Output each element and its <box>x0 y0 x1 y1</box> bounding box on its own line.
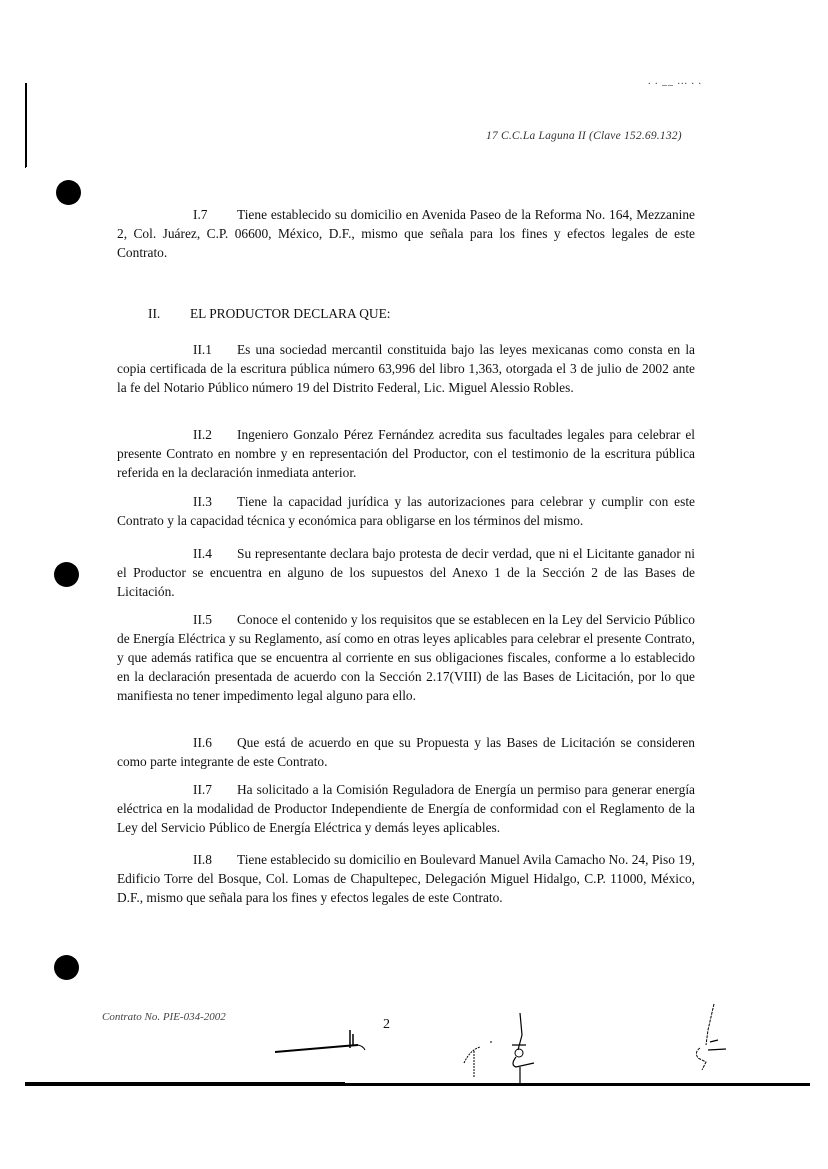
clause-text: Ingeniero Gonzalo Pérez Fernández acredita sus facultades legales para celebrar el presente Contrato en nombre y en representación del Productor, con el testimonio de la escritura pública referida en la declaración inmediata anterior. <box>117 427 695 480</box>
clause-ii5 <box>117 610 695 705</box>
clause-i7 <box>117 205 695 262</box>
contract-reference: Contrato No. PIE-034-2002 <box>102 1011 226 1023</box>
clause-number: II.4 <box>193 546 212 561</box>
clause-ii2 <box>117 425 695 482</box>
clause-text: Es una sociedad mercantil constituida bajo las leyes mexicanas como consta en la copia certificada de la escritura pública número 63,996 del libro 1,363, otorgada el 3 de julio de 2002 ante la fe del Notario Público número 19 del Distrito Federal, Lic. Miguel Alessio Robles. <box>117 342 695 395</box>
clause-text: Su representante declara bajo protesta de decir verdad, que ni el Licitante ganador ni el Productor se encuentra en alguno de los supuestos del Anexo 1 de la Sección 2 de las Bases de Licitación. <box>117 546 695 599</box>
signature-initial-1 <box>270 1020 370 1060</box>
clause-number: II.1 <box>193 342 212 357</box>
clause-ii1 <box>117 340 695 397</box>
clause-number: II.2 <box>193 427 212 442</box>
clause-text: Tiene la capacidad jurídica y las autorizaciones para celebrar y cumplir con este Contrato y la capacidad técnica y económica para obligarse en los términos del mismo. <box>117 494 695 528</box>
clause-number: II.5 <box>193 612 212 627</box>
clause-number: II.6 <box>193 735 212 750</box>
punch-hole-bottom <box>54 955 79 980</box>
section-title: EL PRODUCTOR DECLARA QUE: <box>190 306 391 321</box>
signature-initial-2 <box>460 1005 540 1085</box>
clause-number: I.7 <box>193 207 208 222</box>
punch-hole-middle <box>54 562 79 587</box>
clause-ii7 <box>117 780 695 837</box>
clause-ii3 <box>117 492 695 530</box>
clause-number: II.7 <box>193 782 212 797</box>
signature-initial-3 <box>680 1000 740 1070</box>
bottom-rule <box>25 1083 810 1086</box>
clause-text: Que está de acuerdo en que su Propuesta y las Bases de Licitación se consideren como parte integrante de este Contrato. <box>117 735 695 769</box>
page-number: 2 <box>383 1017 390 1032</box>
clause-text: Conoce el contenido y los requisitos que se establecen en la Ley del Servicio Público de Energía Eléctrica y su Reglamento, así como en otras leyes aplicables para celebrar el presente Contrato, y que además ratifica que se encuentra al corriente en sus obligaciones fiscales, conforme a lo establecido en la declaración presentada de acuerdo con la Sección 2.17(VIII) de las Bases de Licitación, por lo que manifiesta no tener impedimento legal alguno para ello. <box>117 612 695 703</box>
header-top-marks: . . __ ... . . <box>648 76 702 87</box>
clause-ii8 <box>117 850 695 907</box>
clause-text: Tiene establecido su domicilio en Boulevard Manuel Avila Camacho No. 24, Piso 19, Edificio Torre del Bosque, Col. Lomas de Chapultepec, Delegación Miguel Hidalgo, C.P. 11000, México, D.F., mismo que señala para los fines y efectos legales de este Contrato. <box>117 852 695 905</box>
section-number: II. <box>148 306 161 321</box>
clause-number: II.3 <box>193 494 212 509</box>
clause-text: Ha solicitado a la Comisión Reguladora de Energía un permiso para generar energía eléctrica en la modalidad de Productor Independiente de Energía de conformidad con el Reglamento de la Ley del Servicio Público de Energía Eléctrica y demás leyes aplicables. <box>117 782 695 835</box>
clause-text: Tiene establecido su domicilio en Avenida Paseo de la Reforma No. 164, Mezzanine 2, Col. Juárez, C.P. 06600, México, D.F., mismo que señala para los fines y efectos legales de este Contrato. <box>117 207 695 260</box>
margin-line-fragment <box>25 154 26 168</box>
clause-ii4 <box>117 544 695 601</box>
header-reference: 17 C.C.La Laguna II (Clave 152.69.132) <box>486 130 682 142</box>
punch-hole-top <box>56 180 81 205</box>
clause-ii6 <box>117 733 695 771</box>
clause-number: II.8 <box>193 852 212 867</box>
